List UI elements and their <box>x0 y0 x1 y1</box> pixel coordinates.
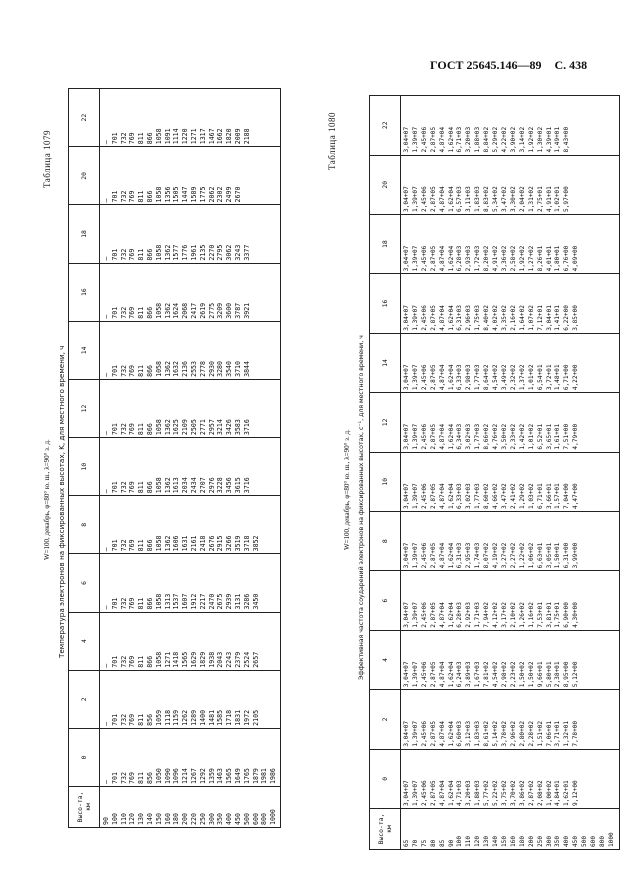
table-cell: 3,04+07 1,39+07 2,45+06 2,87+05 4,87+04 1,62+04 6,60+03 3,12+03 1,83+03 8,61+02 5,14+02 3,78+02 2,96+02 2,80+02 2,28+02 1,51+02 7,06+01 3,71+01 1,32+01 7,78+00 <box>403 720 580 747</box>
col-header: 16 <box>69 263 100 321</box>
col-header: 18 <box>69 205 100 263</box>
col-header: 10 <box>69 438 100 496</box>
col-header: 10 <box>370 452 401 511</box>
table-caption: Таблица 1080 <box>327 112 337 170</box>
data-table <box>369 95 620 850</box>
table-header-row <box>370 96 401 850</box>
table-cell: 3,04+07 1,39+07 2,45+06 2,87+05 4,87+04 1,62+04 6,28+03 2,93+03 1,72+03 8,20+02 4,91+02 3,36+02 2,58+02 1,92+02 1,27+02 8,26+01 4,01+01 1,80+01 6,76+00 4,09+00 <box>403 245 580 272</box>
table-cell: — 701 732 769 811 866 1058 1313 1537 1607 1912 2217 2470 2675 2939 3131 3286 3450 <box>102 593 260 610</box>
standard-code: ГОСТ 25645.146—89 <box>430 58 542 72</box>
table-cell: 3,04+07 1,39+07 2,45+06 2,87+05 4,87+04 1,62+04 6,33+03 3,02+03 1,77+03 8,60+02 4,66+02 3,47+02 2,41+02 1,29+02 1,03+02 6,71+01 3,66+01 1,57+01 7,04+00 4,47+00 <box>403 483 580 509</box>
table-cell: 3,04+07 1,39+07 2,45+06 2,87+05 4,87+04 1,62+04 6,71+03 3,20+03 1,88+03 8,84+02 5,29+02 4,22+02 3,90+02 3,14+02 1,92+02 1,30+02 4,39+01 1,49+01 8,43+00 <box>403 126 571 153</box>
table-row <box>100 89 281 828</box>
table-cell: — 701 732 769 811 866 1058 1091 1114 1220 1271 1317 1467 1662 1820 2009 2188 <box>102 128 251 145</box>
col-header: 6 <box>69 554 100 612</box>
table-subtitle: Эффективная частота соударений электронов на фиксированных высотах, с⁻¹, для местного времени, ч <box>358 335 365 680</box>
height-header: Высо-та, км <box>370 809 401 850</box>
table-cell: 3,04+07 1,39+07 2,45+06 2,87+05 4,87+04 1,62+04 6,57+03 3,11+03 1,83+03 8,83+02 5,34+02 3,47+02 3,30+02 2,04+02 1,31+02 2,75+01 4,91+01 1,02+01 5,97+00 <box>403 186 571 212</box>
col-header: 6 <box>370 571 401 630</box>
table-condition: W=100, декабрь, φ=80° ю. ш., λ=90° з. д. <box>43 439 51 560</box>
table-cell: 3,04+07 1,39+07 2,45+06 2,87+05 4,87+04 1,62+04 6,28+03 2,92+03 1,71+03 7,94+02 4,12+02 3,17+02 2,10+02 1,26+02 1,16+02 7,53+01 3,81+01 1,75+01 6,90+00 4,30+00 <box>403 602 580 628</box>
table-cell: 3,04+07 1,39+07 2,45+06 2,87+05 4,87+04 1,62+04 6,34+03 3,02+03 1,77+03 8,66+02 4,76+02 3,50+02 2,33+02 1,42+02 1,01+02 6,52+01 3,65+01 1,61+01 7,51+00 4,79+00 <box>403 423 580 450</box>
table-cell: — 701 732 769 811 866 1058 1356 1505 1447 1589 1775 2062 2302 2499 2670 <box>102 186 242 203</box>
table-cell: — 701 732 769 811 866 1058 1362 1613 2034 2434 2707 2976 3228 3456 3615 3716 <box>102 477 251 494</box>
col-header: 4 <box>69 612 100 670</box>
table-cell: 3,04+07 1,39+07 2,45+06 2,87+05 4,87+04 1,62+04 6,31+03 2,96+03 1,75+03 8,40+02 4,02+02 3,35+02 2,16+02 1,64+02 1,07+02 7,12+01 3,04+01 1,41+01 6,22+00 3,85+00 <box>403 305 580 331</box>
table-header-row <box>69 89 100 828</box>
table-cell: 3,04+07 1,39+07 2,45+06 2,87+05 4,87+04 1,62+04 6,33+03 2,98+03 1,77+03 8,64+02 4,54+02 3,49+02 2,32+02 1,37+02 1,01+02 6,54+01 3,72+01 1,48+01 6,71+00 4,22+00 <box>403 364 580 391</box>
table-row <box>401 96 620 850</box>
col-header: 16 <box>370 274 401 333</box>
col-header: 4 <box>370 630 401 689</box>
table-cell: — 701 732 769 811 856 1059 1118 1159 1262 1289 1400 1481 1585 1718 1831 1972 2105 <box>102 709 260 726</box>
table-cell: 3,04+07 1,39+07 2,45+06 2,87+05 4,87+04 1,62+04 6,24+03 3,89+03 1,67+03 7,81+02 4,54+02 2,98+02 2,23+02 1,50+02 1,50+02 9,66+01 5,80+01 2,38+01 8,95+00 5,12+00 <box>403 661 580 688</box>
table-caption: Таблица 1079 <box>42 130 52 188</box>
data-table <box>68 88 281 828</box>
col-header: 14 <box>69 321 100 379</box>
col-header: 22 <box>69 89 100 147</box>
table-cell: — 701 732 769 811 866 1058 1362 1624 2068 2417 2619 2775 3209 3600 3787 3921 <box>102 302 251 319</box>
table-cell: — 701 732 769 811 866 1058 1362 1625 2109 2505 2771 2957 3214 3426 3583 3716 <box>102 419 251 436</box>
page-header <box>430 58 615 73</box>
col-header: 8 <box>370 511 401 570</box>
table-cell: — 701 732 769 811 866 1058 1362 1577 1776 1961 2135 2270 2795 3062 3243 3377 <box>102 244 251 261</box>
table-cell: — 701 732 769 811 866 1058 1271 1418 1565 1629 1829 1938 2043 2243 2379 2524 2657 <box>102 651 260 668</box>
col-header: 12 <box>370 393 401 452</box>
table-cell: — 701 732 769 811 866 1058 1362 1632 2136 2553 2778 2930 3280 3540 3710 3844 <box>102 361 251 377</box>
table-condition: W=100, декабрь, φ=80° ю. ш., λ=90° з. д. <box>343 429 351 550</box>
height-column: 65 70 75 80 85 90 100 110 120 130 140 150 160 180 200 250 300 350 400 450 500 600 800 1000 <box>403 832 615 847</box>
table-cell: — 701 732 769 811 866 1058 1362 1606 1631 2161 2418 2676 2915 3266 3519 3718 3852 <box>102 535 260 552</box>
table-1080-block <box>327 90 625 850</box>
col-header: 20 <box>69 147 100 205</box>
col-header: 2 <box>370 690 401 749</box>
col-header: 12 <box>69 379 100 437</box>
table-cell: — 701 732 769 811 856 1050 1090 1096 1214 1267 1292 1359 1463 1565 1649 1765 1879 1981 1986 <box>102 768 278 784</box>
col-header: 20 <box>370 155 401 214</box>
table-cell: 3,04+07 1,39+07 2,45+06 2,87+05 4,87+04 1,62+04 6,31+03 2,95+03 1,74+03 8,07+02 4,19+02 3,27+02 2,27+02 1,22+02 1,06+02 6,63+01 3,05+01 1,50+01 6,31+00 3,99+00 <box>403 542 580 569</box>
col-header: 0 <box>69 728 100 786</box>
col-header: 0 <box>370 749 401 808</box>
col-header: 8 <box>69 496 100 554</box>
table-cell: 3,04+07 1,39+07 2,45+06 2,87+05 4,87+04 1,62+04 4,71+03 3,20+03 1,88+03 5,77+02 5,22+02 3,75+02 3,70+02 3,86+02 2,87+02 2,08+02 1,00+02 4,84+01 1,62+01 9,12+00 <box>403 780 580 806</box>
table-1079-block <box>42 83 302 828</box>
col-header: 18 <box>370 214 401 273</box>
height-column: 90 100 110 120 130 140 150 160 180 200 220 250 300 350 400 450 500 600 800 1000 <box>102 809 278 825</box>
page-number: С. 438 <box>554 58 588 72</box>
col-header: 2 <box>69 670 100 728</box>
table-subtitle: Температура электронов на фиксированных высотах, K, для местного времени, ч <box>57 345 66 658</box>
height-header: Высо-та, км <box>69 787 100 828</box>
col-header: 22 <box>370 96 401 156</box>
col-header: 14 <box>370 333 401 392</box>
